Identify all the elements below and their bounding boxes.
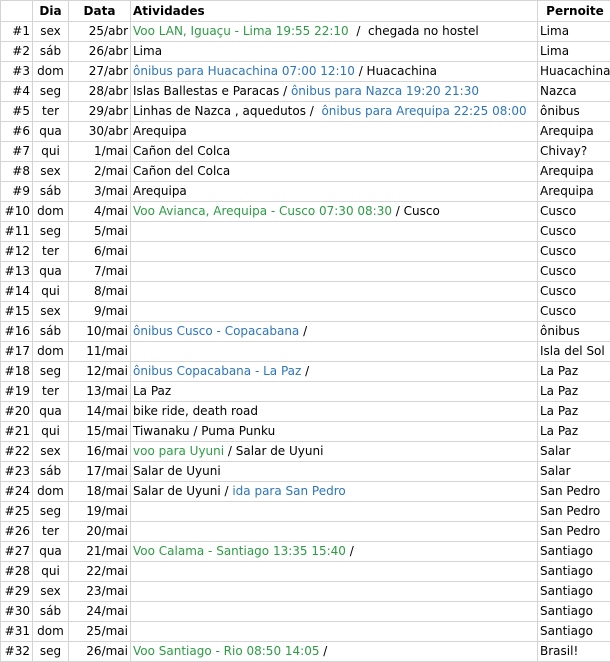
cell-data[interactable]: 28/abr [69, 82, 131, 102]
atividade-segment: Cañon del Colca [133, 164, 230, 178]
cell-num[interactable]: #14 [1, 282, 33, 302]
table-row [1, 82, 610, 102]
atividade-segment: / [299, 324, 307, 338]
cell-atividades[interactable] [131, 402, 538, 422]
atividade-segment: ônibus para Arequipa 22:25 08:00 [321, 104, 526, 118]
table-row [1, 42, 610, 62]
cell-atividades[interactable] [131, 182, 538, 202]
atividade-segment: Salar de Uyuni [133, 464, 221, 478]
cell-pernoite[interactable]: Santiago [538, 562, 610, 582]
cell-data[interactable]: 7/mai [69, 262, 131, 282]
header-num[interactable] [1, 1, 33, 22]
cell-atividades[interactable] [131, 602, 538, 622]
table-row [1, 242, 610, 262]
cell-num[interactable]: #10 [1, 202, 33, 222]
cell-dia[interactable]: seg [33, 222, 69, 242]
cell-atividades[interactable] [131, 362, 538, 382]
cell-pernoite[interactable]: Santiago [538, 602, 610, 622]
atividade-segment: bike ride, death road [133, 404, 258, 418]
cell-dia[interactable]: dom [33, 202, 69, 222]
cell-data[interactable]: 9/mai [69, 302, 131, 322]
cell-atividades[interactable] [131, 342, 538, 362]
atividade-segment: Lima [133, 44, 162, 58]
cell-data[interactable]: 17/mai [69, 462, 131, 482]
cell-atividades[interactable] [131, 242, 538, 262]
cell-dia[interactable]: sex [33, 162, 69, 182]
cell-pernoite[interactable]: Salar [538, 462, 610, 482]
cell-pernoite[interactable]: San Pedro [538, 502, 610, 522]
table-row [1, 322, 610, 342]
atividade-segment: Salar de Uyuni / [133, 484, 232, 498]
cell-pernoite[interactable]: Santiago [538, 582, 610, 602]
cell-dia[interactable]: qua [33, 122, 69, 142]
cell-atividades[interactable] [131, 42, 538, 62]
table-row [1, 302, 610, 322]
table-row [1, 542, 610, 562]
cell-data[interactable]: 10/mai [69, 322, 131, 342]
atividade-segment: ônibus para Nazca 19:20 21:30 [291, 84, 479, 98]
cell-atividades[interactable] [131, 442, 538, 462]
cell-num[interactable]: #31 [1, 622, 33, 642]
cell-data[interactable]: 19/mai [69, 502, 131, 522]
cell-dia[interactable]: sáb [33, 42, 69, 62]
cell-data[interactable]: 26/mai [69, 642, 131, 662]
cell-atividades[interactable] [131, 62, 538, 82]
cell-data[interactable]: 1/mai [69, 142, 131, 162]
cell-pernoite[interactable]: Santiago [538, 542, 610, 562]
cell-atividades[interactable] [131, 222, 538, 242]
cell-atividades[interactable] [131, 642, 538, 662]
cell-pernoite[interactable]: La Paz [538, 422, 610, 442]
cell-dia[interactable]: sáb [33, 602, 69, 622]
header-row [1, 1, 610, 22]
cell-data[interactable]: 8/mai [69, 282, 131, 302]
atividade-segment: Voo Calama - Santiago 13:35 15:40 [133, 544, 346, 558]
cell-dia[interactable]: sáb [33, 322, 69, 342]
cell-atividades[interactable] [131, 202, 538, 222]
cell-dia[interactable]: sex [33, 442, 69, 462]
cell-pernoite[interactable]: Cusco [538, 242, 610, 262]
cell-num[interactable]: #9 [1, 182, 33, 202]
cell-atividades[interactable] [131, 162, 538, 182]
cell-data[interactable]: 13/mai [69, 382, 131, 402]
cell-pernoite[interactable]: San Pedro [538, 522, 610, 542]
cell-num[interactable]: #3 [1, 62, 33, 82]
cell-num[interactable]: #27 [1, 542, 33, 562]
table-row [1, 562, 610, 582]
cell-num[interactable]: #2 [1, 42, 33, 62]
cell-num[interactable]: #21 [1, 422, 33, 442]
cell-atividades[interactable] [131, 382, 538, 402]
cell-dia[interactable]: qua [33, 542, 69, 562]
atividade-segment: ônibus para Huacachina 07:00 12:10 [133, 64, 355, 78]
header-atividades[interactable]: Atividades [131, 1, 538, 22]
cell-pernoite[interactable]: Arequipa [538, 182, 610, 202]
cell-atividades[interactable] [131, 542, 538, 562]
cell-data[interactable]: 3/mai [69, 182, 131, 202]
table-row [1, 442, 610, 462]
header-dia[interactable]: Dia [33, 1, 69, 22]
cell-dia[interactable]: qui [33, 562, 69, 582]
cell-atividades[interactable] [131, 102, 538, 122]
cell-atividades[interactable] [131, 22, 538, 42]
cell-num[interactable]: #5 [1, 102, 33, 122]
cell-data[interactable]: 25/mai [69, 622, 131, 642]
cell-num[interactable]: #15 [1, 302, 33, 322]
cell-pernoite[interactable]: Arequipa [538, 122, 610, 142]
table-row [1, 582, 610, 602]
cell-dia[interactable]: ter [33, 522, 69, 542]
atividade-segment: / [301, 364, 309, 378]
cell-dia[interactable]: sáb [33, 462, 69, 482]
table-row [1, 102, 610, 122]
cell-pernoite[interactable]: Cusco [538, 222, 610, 242]
cell-atividades[interactable] [131, 562, 538, 582]
cell-num[interactable]: #7 [1, 142, 33, 162]
cell-data[interactable]: 26/abr [69, 42, 131, 62]
table-row [1, 362, 610, 382]
cell-data[interactable]: 18/mai [69, 482, 131, 502]
atividade-segment: Linhas de Nazca , aquedutos / [133, 104, 321, 118]
table-row [1, 522, 610, 542]
cell-num[interactable]: #4 [1, 82, 33, 102]
cell-dia[interactable]: seg [33, 502, 69, 522]
cell-dia[interactable]: qua [33, 262, 69, 282]
atividade-segment: voo para Uyuni [133, 444, 224, 458]
cell-data[interactable]: 14/mai [69, 402, 131, 422]
table-row [1, 602, 610, 622]
cell-num[interactable]: #16 [1, 322, 33, 342]
cell-atividades[interactable] [131, 142, 538, 162]
cell-num[interactable]: #11 [1, 222, 33, 242]
cell-pernoite[interactable]: Cusco [538, 262, 610, 282]
table-row [1, 462, 610, 482]
cell-pernoite[interactable]: Brasil! [538, 642, 610, 662]
atividade-segment: Arequipa [133, 124, 187, 138]
cell-pernoite[interactable]: Santiago [538, 622, 610, 642]
atividade-segment: Islas Ballestas e Paracas / [133, 84, 291, 98]
cell-atividades[interactable] [131, 282, 538, 302]
atividade-segment: Voo Avianca, Arequipa - Cusco 07:30 08:30 [133, 204, 392, 218]
table-row [1, 482, 610, 502]
cell-num[interactable]: #29 [1, 582, 33, 602]
table-row [1, 22, 610, 42]
cell-pernoite[interactable]: Lima [538, 42, 610, 62]
atividade-segment: La Paz [133, 384, 171, 398]
cell-atividades[interactable] [131, 462, 538, 482]
header-pernoite[interactable]: Pernoite [538, 1, 610, 22]
cell-pernoite[interactable]: San Pedro [538, 482, 610, 502]
cell-pernoite[interactable]: La Paz [538, 402, 610, 422]
atividade-segment: Voo LAN, Iguaçu - Lima 19:55 22:10 [133, 24, 349, 38]
atividade-segment: Arequipa [133, 184, 187, 198]
cell-num[interactable]: #17 [1, 342, 33, 362]
cell-dia[interactable]: dom [33, 342, 69, 362]
atividade-segment: ônibus Copacabana - La Paz [133, 364, 301, 378]
table-row [1, 202, 610, 222]
atividade-segment: Voo Santiago - Rio 08:50 14:05 [133, 644, 319, 658]
cell-dia[interactable]: sex [33, 302, 69, 322]
cell-pernoite[interactable]: La Paz [538, 362, 610, 382]
cell-pernoite[interactable]: Cusco [538, 202, 610, 222]
cell-num[interactable]: #22 [1, 442, 33, 462]
table-row [1, 62, 610, 82]
cell-pernoite[interactable]: Isla del Sol [538, 342, 610, 362]
cell-atividades[interactable] [131, 322, 538, 342]
table-row [1, 282, 610, 302]
cell-data[interactable]: 5/mai [69, 222, 131, 242]
cell-dia[interactable]: sáb [33, 182, 69, 202]
cell-pernoite[interactable]: ônibus [538, 322, 610, 342]
cell-data[interactable]: 6/mai [69, 242, 131, 262]
header-data[interactable]: Data [69, 1, 131, 22]
cell-data[interactable]: 27/abr [69, 62, 131, 82]
cell-num[interactable]: #25 [1, 502, 33, 522]
cell-dia[interactable]: dom [33, 622, 69, 642]
cell-dia[interactable]: qui [33, 142, 69, 162]
cell-pernoite[interactable]: Salar [538, 442, 610, 462]
cell-dia[interactable]: seg [33, 82, 69, 102]
atividade-segment: / Salar de Uyuni [224, 444, 323, 458]
cell-dia[interactable]: qui [33, 422, 69, 442]
cell-atividades[interactable] [131, 502, 538, 522]
cell-num[interactable]: #28 [1, 562, 33, 582]
table-row [1, 342, 610, 362]
cell-dia[interactable]: sex [33, 582, 69, 602]
cell-atividades[interactable] [131, 422, 538, 442]
cell-dia[interactable]: seg [33, 642, 69, 662]
cell-data[interactable]: 15/mai [69, 422, 131, 442]
atividade-segment: / Huacachina [355, 64, 437, 78]
cell-data[interactable]: 25/abr [69, 22, 131, 42]
table-row [1, 642, 610, 662]
table-row [1, 182, 610, 202]
cell-pernoite[interactable]: Cusco [538, 302, 610, 322]
cell-atividades[interactable] [131, 122, 538, 142]
cell-dia[interactable]: ter [33, 102, 69, 122]
cell-data[interactable]: 24/mai [69, 602, 131, 622]
itinerary-rows [1, 22, 610, 662]
cell-data[interactable]: 29/abr [69, 102, 131, 122]
cell-pernoite[interactable]: Cusco [538, 282, 610, 302]
cell-data[interactable]: 11/mai [69, 342, 131, 362]
atividade-segment: Cañon del Colca [133, 144, 230, 158]
cell-atividades[interactable] [131, 522, 538, 542]
table-row [1, 402, 610, 422]
cell-num[interactable]: #1 [1, 22, 33, 42]
cell-pernoite[interactable]: La Paz [538, 382, 610, 402]
table-row [1, 382, 610, 402]
table-row [1, 142, 610, 162]
cell-pernoite[interactable]: Chivay? [538, 142, 610, 162]
cell-data[interactable]: 16/mai [69, 442, 131, 462]
cell-num[interactable]: #12 [1, 242, 33, 262]
cell-num[interactable]: #24 [1, 482, 33, 502]
table-row [1, 502, 610, 522]
atividade-segment: / [346, 544, 354, 558]
cell-num[interactable]: #13 [1, 262, 33, 282]
cell-num[interactable]: #20 [1, 402, 33, 422]
cell-data[interactable]: 23/mai [69, 582, 131, 602]
cell-dia[interactable]: qui [33, 282, 69, 302]
cell-atividades[interactable] [131, 622, 538, 642]
cell-dia[interactable]: dom [33, 62, 69, 82]
cell-num[interactable]: #30 [1, 602, 33, 622]
cell-num[interactable]: #18 [1, 362, 33, 382]
table-row [1, 162, 610, 182]
atividade-segment: / [319, 644, 327, 658]
cell-atividades[interactable] [131, 82, 538, 102]
cell-num[interactable]: #32 [1, 642, 33, 662]
atividade-segment: ônibus Cusco - Copacabana [133, 324, 299, 338]
table-row [1, 122, 610, 142]
cell-num[interactable]: #26 [1, 522, 33, 542]
cell-data[interactable]: 21/mai [69, 542, 131, 562]
cell-atividades[interactable] [131, 262, 538, 282]
cell-dia[interactable]: seg [33, 362, 69, 382]
cell-data[interactable]: 12/mai [69, 362, 131, 382]
cell-dia[interactable]: ter [33, 242, 69, 262]
cell-num[interactable]: #23 [1, 462, 33, 482]
table-row [1, 222, 610, 242]
cell-dia[interactable]: sex [33, 22, 69, 42]
cell-pernoite[interactable]: Huacachina [538, 62, 610, 82]
cell-atividades[interactable] [131, 302, 538, 322]
cell-data[interactable]: 30/abr [69, 122, 131, 142]
atividade-segment: / chegada no hostel [349, 24, 479, 38]
cell-data[interactable]: 22/mai [69, 562, 131, 582]
cell-data[interactable]: 4/mai [69, 202, 131, 222]
cell-num[interactable]: #6 [1, 122, 33, 142]
table-row [1, 422, 610, 442]
cell-data[interactable]: 20/mai [69, 522, 131, 542]
cell-num[interactable]: #8 [1, 162, 33, 182]
cell-dia[interactable]: ter [33, 382, 69, 402]
cell-dia[interactable]: dom [33, 482, 69, 502]
cell-atividades[interactable] [131, 482, 538, 502]
table-row [1, 262, 610, 282]
atividade-segment: Tiwanaku / Puma Punku [133, 424, 275, 438]
atividade-segment: / Cusco [392, 204, 440, 218]
cell-pernoite[interactable]: Arequipa [538, 162, 610, 182]
cell-atividades[interactable] [131, 582, 538, 602]
table-row [1, 622, 610, 642]
cell-pernoite[interactable]: Nazca [538, 82, 610, 102]
cell-pernoite[interactable]: ônibus [538, 102, 610, 122]
cell-pernoite[interactable]: Lima [538, 22, 610, 42]
cell-data[interactable]: 2/mai [69, 162, 131, 182]
cell-num[interactable]: #19 [1, 382, 33, 402]
cell-dia[interactable]: qua [33, 402, 69, 422]
atividade-segment: ida para San Pedro [232, 484, 345, 498]
